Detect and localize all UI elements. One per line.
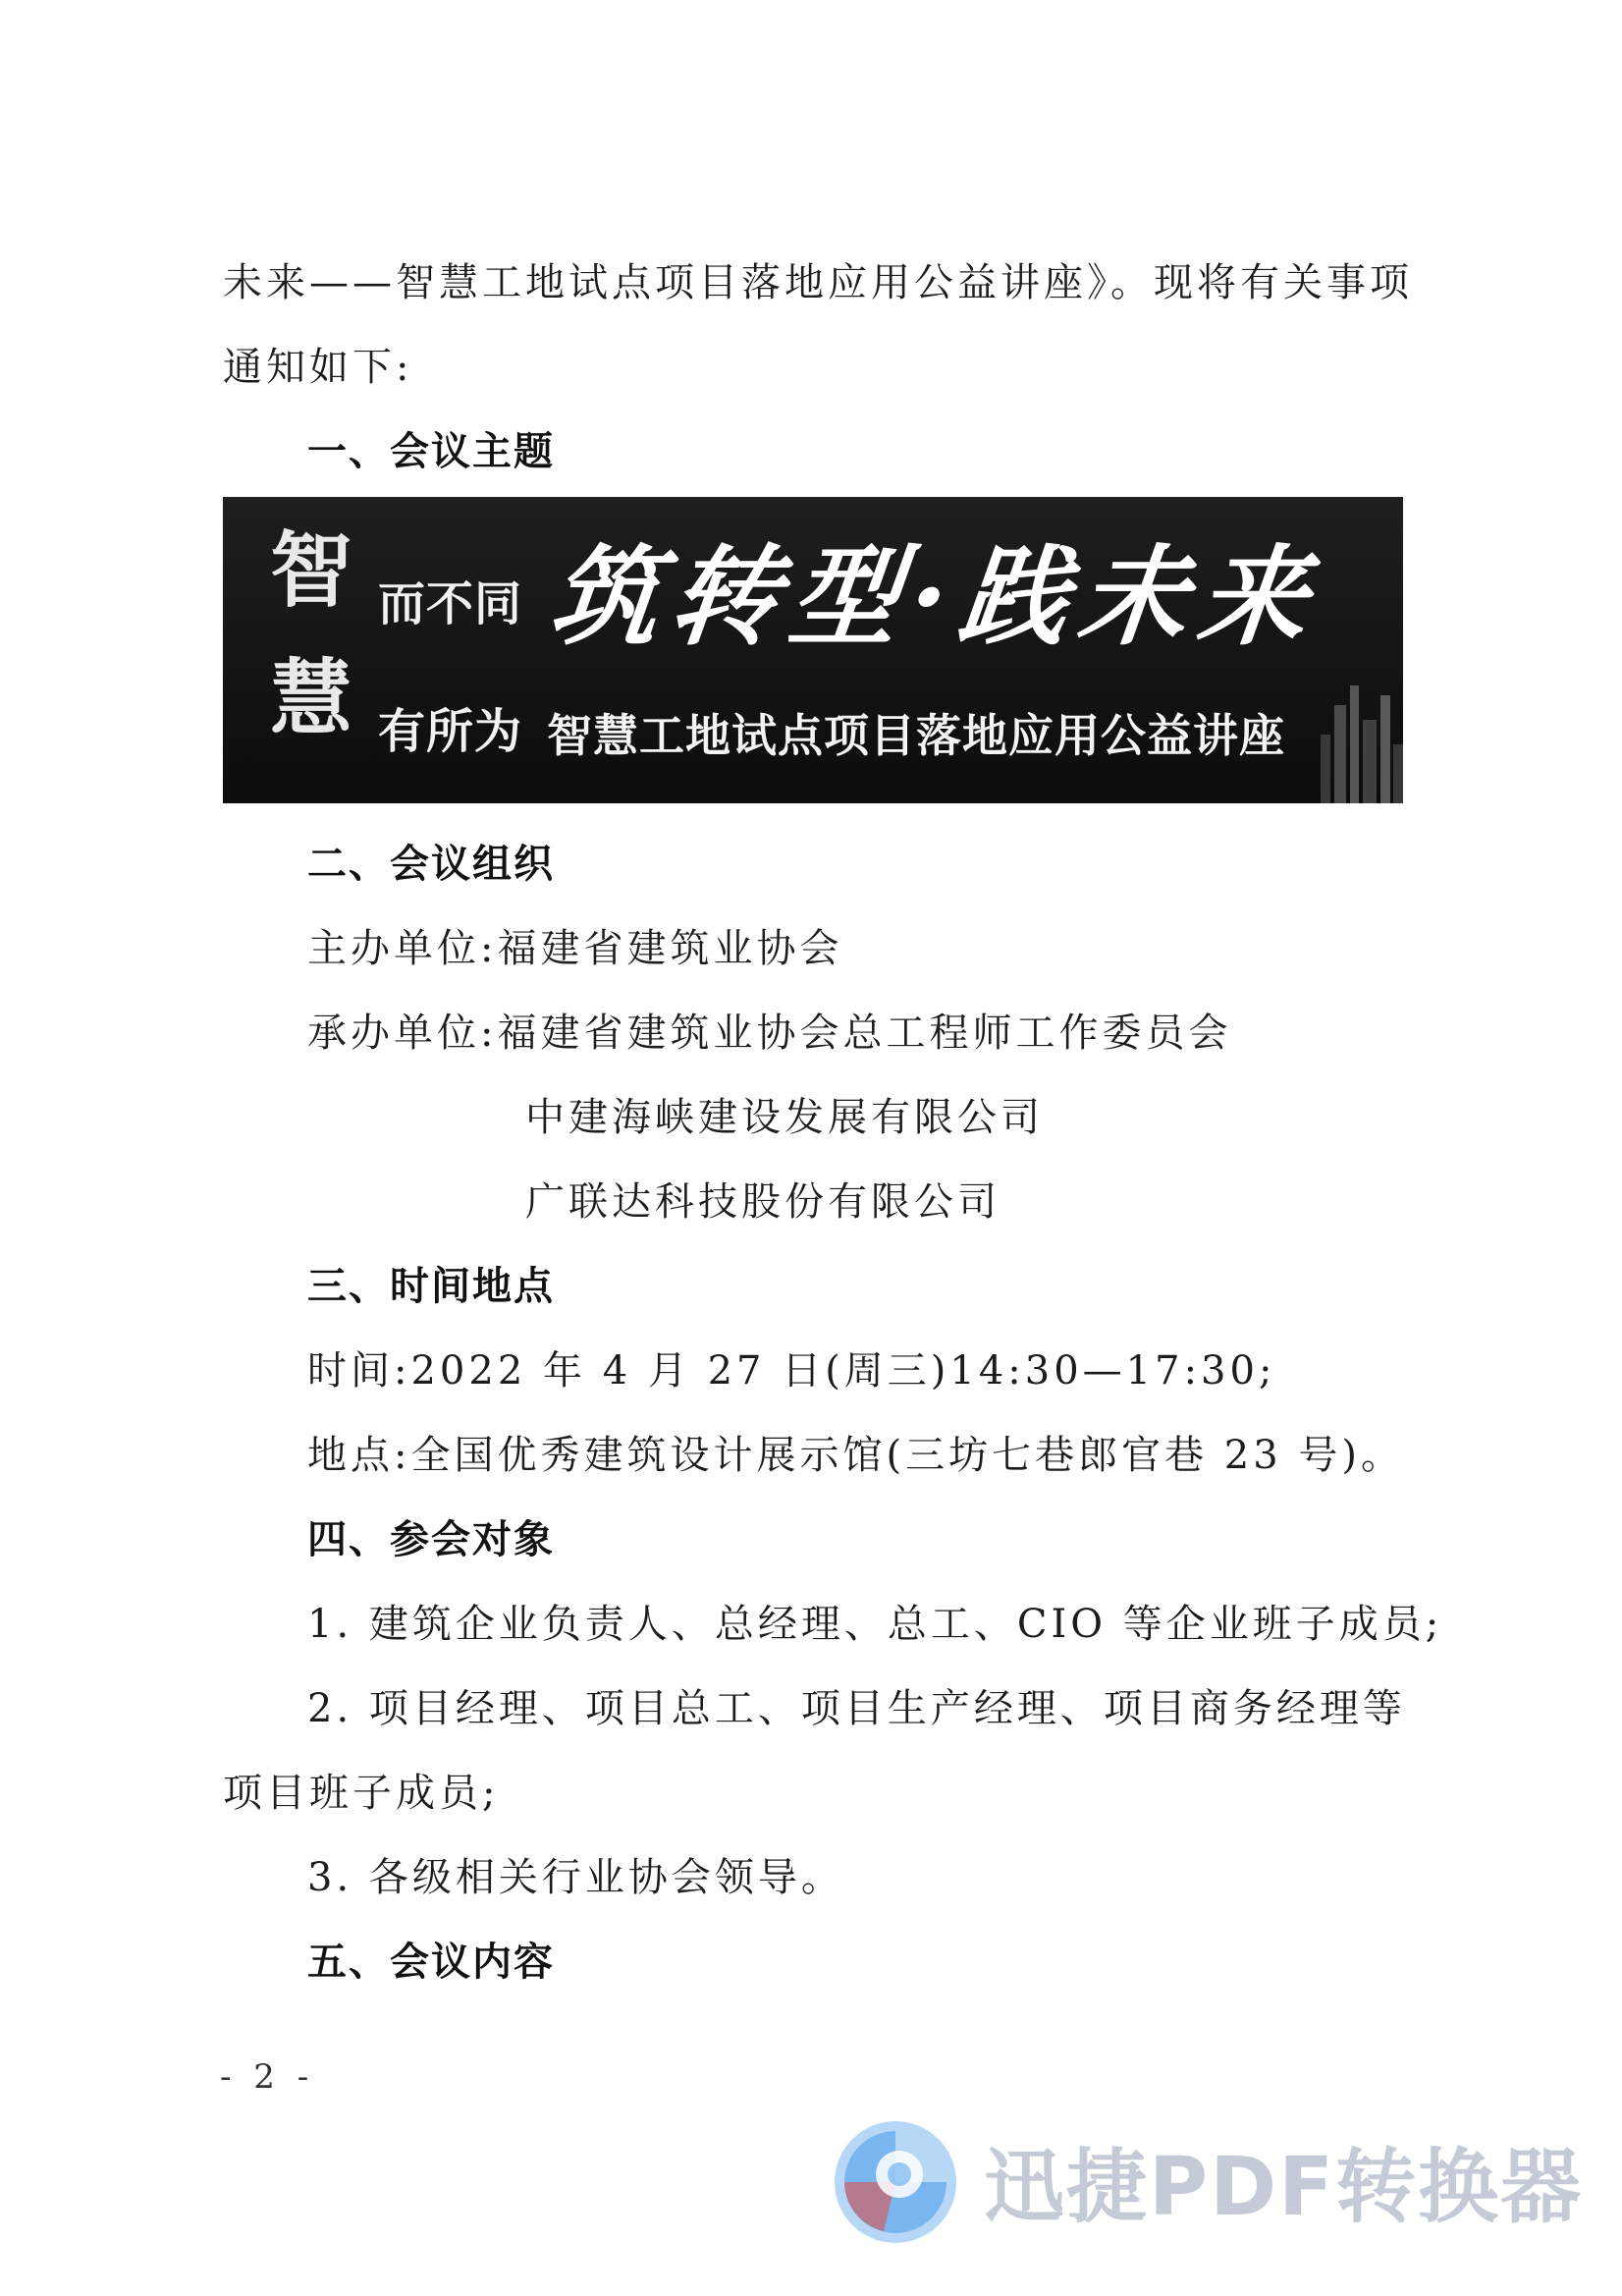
attendee-item-1: 1. 建筑企业负责人、总经理、总工、CIO 等企业班子成员; <box>307 1602 1443 1647</box>
theme-banner <box>223 497 1403 803</box>
attendee-item-2-line-2: 项目班子成员; <box>223 1771 500 1816</box>
banner-phrase-top: 而不同 <box>378 576 523 631</box>
time-line: 时间:2022 年 4 月 27 日(周三)14:30—17:30; <box>307 1348 1276 1394</box>
watermark <box>827 2113 1602 2261</box>
skyline-graphic <box>1315 666 1403 803</box>
section-heading-organization: 二、会议组织 <box>307 842 555 887</box>
place-line: 地点:全国优秀建筑设计展示馆(三坊七巷郎官巷 23 号)。 <box>307 1433 1405 1478</box>
banner-subtitle: 智慧工地试点项目落地应用公益讲座 <box>547 709 1285 762</box>
attendee-item-3: 3. 各级相关行业协会领导。 <box>307 1855 844 1900</box>
organizer-line: 承办单位:福建省建筑业协会总工程师工作委员会 <box>307 1011 1232 1056</box>
organizer-company-2: 中建海峡建设发展有限公司 <box>525 1095 1044 1140</box>
intro-line-1: 未来——智慧工地试点项目落地应用公益讲座》。现将有关事项 <box>223 260 1413 305</box>
page-number: - 2 - <box>220 2057 315 2097</box>
host-line: 主办单位:福建省建筑业协会 <box>307 926 843 971</box>
section-heading-time-place: 三、时间地点 <box>307 1264 555 1309</box>
intro-line-2: 通知如下: <box>223 345 413 390</box>
section-heading-theme: 一、会议主题 <box>307 429 555 474</box>
organizer-company-3: 广联达科技股份有限公司 <box>525 1179 1000 1225</box>
xunjie-logo-icon <box>827 2113 964 2251</box>
banner-char-hui: 慧 <box>270 650 353 746</box>
banner-char-zhi: 智 <box>270 522 353 619</box>
watermark-text: 迅捷PDF转换器 <box>984 2141 1584 2234</box>
section-heading-content: 五、会议内容 <box>307 1940 555 1985</box>
banner-phrase-bottom: 有所为 <box>378 704 523 759</box>
section-heading-attendees: 四、参会对象 <box>307 1517 555 1562</box>
banner-calligraphy: 筑转型·践未来 <box>544 533 1326 660</box>
attendee-item-2-line-1: 2. 项目经理、项目总工、项目生产经理、项目商务经理等 <box>307 1686 1406 1731</box>
